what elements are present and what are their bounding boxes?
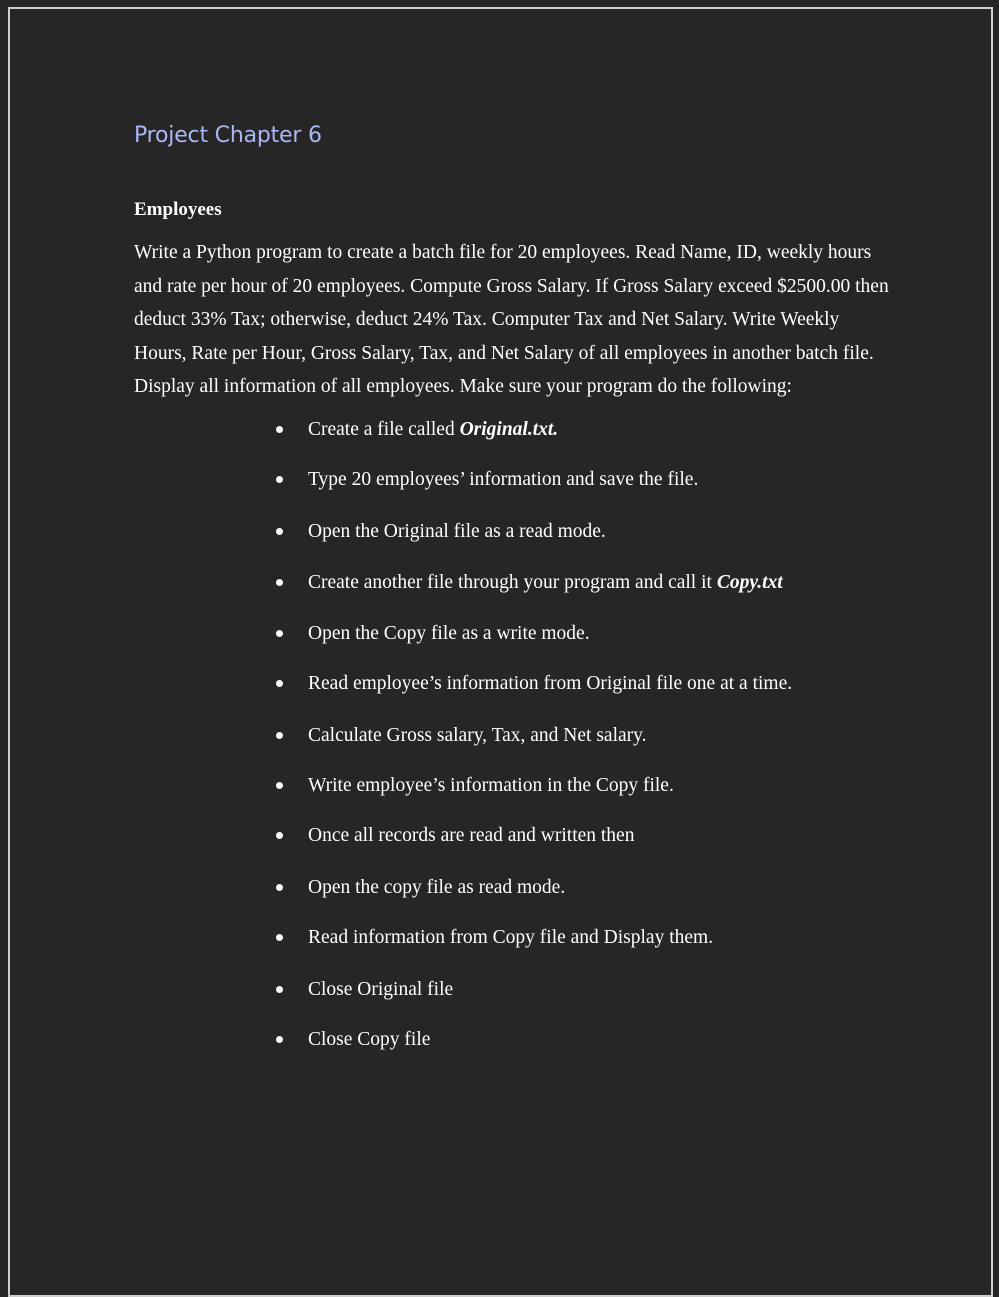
filename: Copy.txt — [716, 572, 783, 593]
list-item-text: Open the copy file as read mode. — [308, 877, 566, 898]
list-item-text: Calculate Gross salary, Tax, and Net salary. — [308, 725, 647, 746]
filename: Original.txt. — [459, 419, 559, 440]
bullet-icon — [276, 476, 283, 483]
bullet-icon — [276, 986, 283, 993]
bullet-icon — [276, 630, 283, 637]
list-item-text: Open the Original file as a read mode. — [308, 521, 606, 542]
step-text: Create a file called — [308, 419, 460, 440]
bullet-icon — [276, 579, 283, 586]
list-item-text: Read information from Copy file and Display them. — [308, 927, 714, 948]
list-item-text — [308, 417, 558, 443]
list-item-text: Open the Copy file as a write mode. — [308, 623, 590, 644]
list-item-text — [308, 570, 783, 596]
bullet-icon — [276, 832, 283, 839]
step-text: Create another file through your program and call it — [308, 572, 717, 593]
bullet-icon — [276, 1036, 283, 1043]
list-item-text: Write employee’s information in the Copy file. — [308, 775, 674, 796]
bullet-icon — [276, 782, 283, 789]
bullet-icon — [276, 426, 283, 433]
list-item-text: Close Copy file — [308, 1029, 431, 1050]
bullet-icon — [276, 732, 283, 739]
list-item-text: Type 20 employees’ information and save the file. — [308, 469, 699, 490]
problem-description: Write a Python program to create a batch file for 20 employees. Read Name, ID, weekly hours and rate per hour of 20 employees. Compute Gross Salary. If Gross Salary exceed $2500.00 then deduct 33% Tax; otherwise, deduct 24% Tax. Computer Tax and Net Salary. Write Weekly Hours, Rate per Hour, Gross Salary, Tax, and Net Salary of all employees in another batch file. Display all information of all employees. Make sure your program do the following: — [134, 242, 889, 398]
list-item-text: Read employee’s information from Original file one at a time. — [308, 673, 793, 694]
list-item-text: Once all records are read and written then — [308, 825, 635, 846]
bullet-icon — [276, 528, 283, 535]
list-item-text: Close Original file — [308, 979, 454, 1000]
page-title: Project Chapter 6 — [134, 123, 322, 148]
bullet-icon — [276, 884, 283, 891]
bullet-icon — [276, 680, 283, 687]
bullet-icon — [276, 934, 283, 941]
section-heading: Employees — [134, 199, 222, 220]
document-page — [8, 7, 993, 1297]
